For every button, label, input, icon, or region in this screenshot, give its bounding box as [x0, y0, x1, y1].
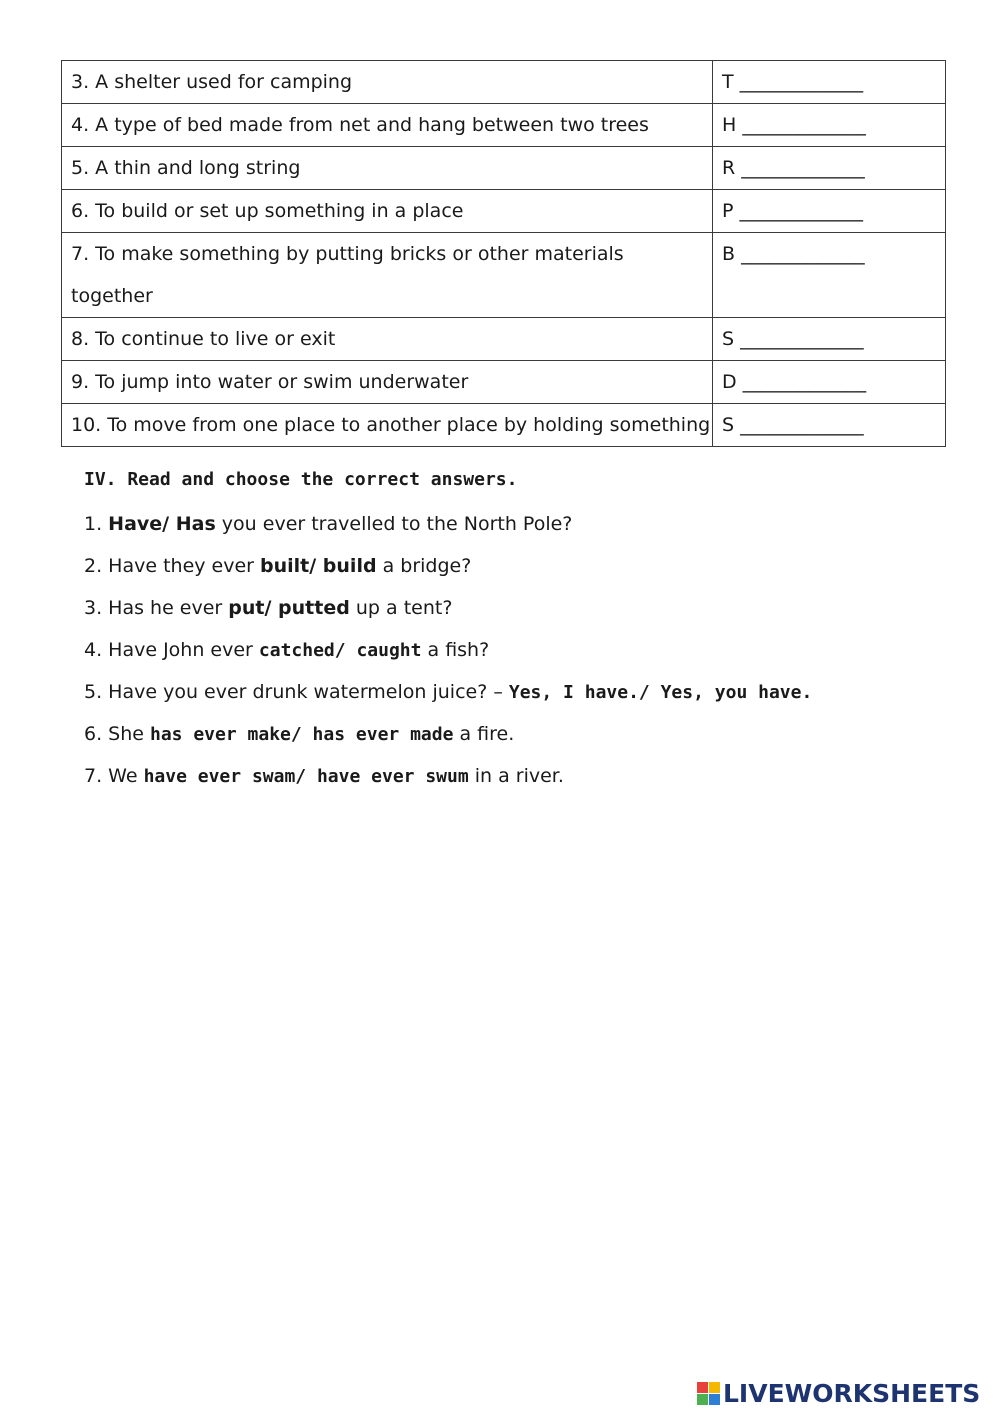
logo-blocks-icon: [697, 1382, 720, 1405]
logo-block-blue: [709, 1394, 720, 1405]
question-text: 4. Have John ever: [84, 639, 259, 661]
question-text: 2. Have they ever: [84, 555, 261, 577]
logo-block-yellow: [709, 1382, 720, 1393]
answer-choice[interactable]: Yes, I have./ Yes, you have.: [508, 682, 813, 703]
answer-choice[interactable]: catched/ caught: [258, 640, 422, 661]
table-row: [62, 318, 946, 361]
definition-cell: 10. To move from one place to another place by holding something: [62, 404, 713, 447]
question-item: [84, 592, 812, 634]
question-text: you ever travelled to the North Pole?: [215, 513, 573, 535]
table-row: [62, 361, 946, 404]
question-item: [84, 508, 812, 550]
answer-choice[interactable]: has ever make/ has ever made: [150, 724, 454, 745]
table-row: [62, 233, 946, 318]
definition-cell: 8. To continue to live or exit: [62, 318, 713, 361]
logo-block-green: [697, 1394, 708, 1405]
table-row: [62, 190, 946, 233]
question-item: [84, 634, 812, 676]
definition-cell: 4. A type of bed made from net and hang between two trees: [62, 104, 713, 147]
question-text: a fire.: [453, 723, 515, 745]
question-text: a bridge?: [376, 555, 472, 577]
answer-choice[interactable]: put/ putted: [228, 597, 350, 619]
question-text: in a river.: [468, 765, 564, 787]
table-row: [62, 404, 946, 447]
logo-text: LIVEWORKSHEETS: [723, 1378, 981, 1408]
table-row: [62, 147, 946, 190]
question-text: 5. Have you ever drunk watermelon juice? –: [84, 681, 509, 703]
question-text: a fish?: [421, 639, 490, 661]
liveworksheets-logo[interactable]: [697, 1378, 980, 1408]
answer-choice[interactable]: Have/ Has: [108, 513, 216, 535]
question-text: 1.: [84, 513, 109, 535]
table-row: [62, 61, 946, 104]
answer-cell[interactable]: P _____________: [713, 190, 946, 233]
question-item: [84, 550, 812, 592]
question-item: [84, 676, 812, 718]
question-text: up a tent?: [349, 597, 453, 619]
question-item: [84, 760, 812, 802]
definition-cell: 9. To jump into water or swim underwater: [62, 361, 713, 404]
question-list: [84, 508, 812, 802]
section-title: IV. Read and choose the correct answers.: [84, 469, 518, 490]
definition-cell: 6. To build or set up something in a place: [62, 190, 713, 233]
answer-cell[interactable]: S _____________: [713, 318, 946, 361]
answer-cell[interactable]: T _____________: [713, 61, 946, 104]
question-text: 3. Has he ever: [84, 597, 229, 619]
answer-choice[interactable]: have ever swam/ have ever swum: [143, 766, 469, 787]
definition-cell: 5. A thin and long string: [62, 147, 713, 190]
logo-block-red: [697, 1382, 708, 1393]
table-row: [62, 104, 946, 147]
answer-choice[interactable]: built/ build: [260, 555, 377, 577]
answer-cell[interactable]: B _____________: [713, 233, 946, 318]
definition-cell: 3. A shelter used for camping: [62, 61, 713, 104]
definition-cell: 7. To make something by putting bricks or other materials together: [62, 233, 713, 318]
question-text: 6. She: [84, 723, 150, 745]
question-item: [84, 718, 812, 760]
answer-cell[interactable]: R _____________: [713, 147, 946, 190]
answer-cell[interactable]: S _____________: [713, 404, 946, 447]
answer-cell[interactable]: H _____________: [713, 104, 946, 147]
question-text: 7. We: [84, 765, 144, 787]
answer-cell[interactable]: D _____________: [713, 361, 946, 404]
vocabulary-table: [61, 60, 946, 447]
